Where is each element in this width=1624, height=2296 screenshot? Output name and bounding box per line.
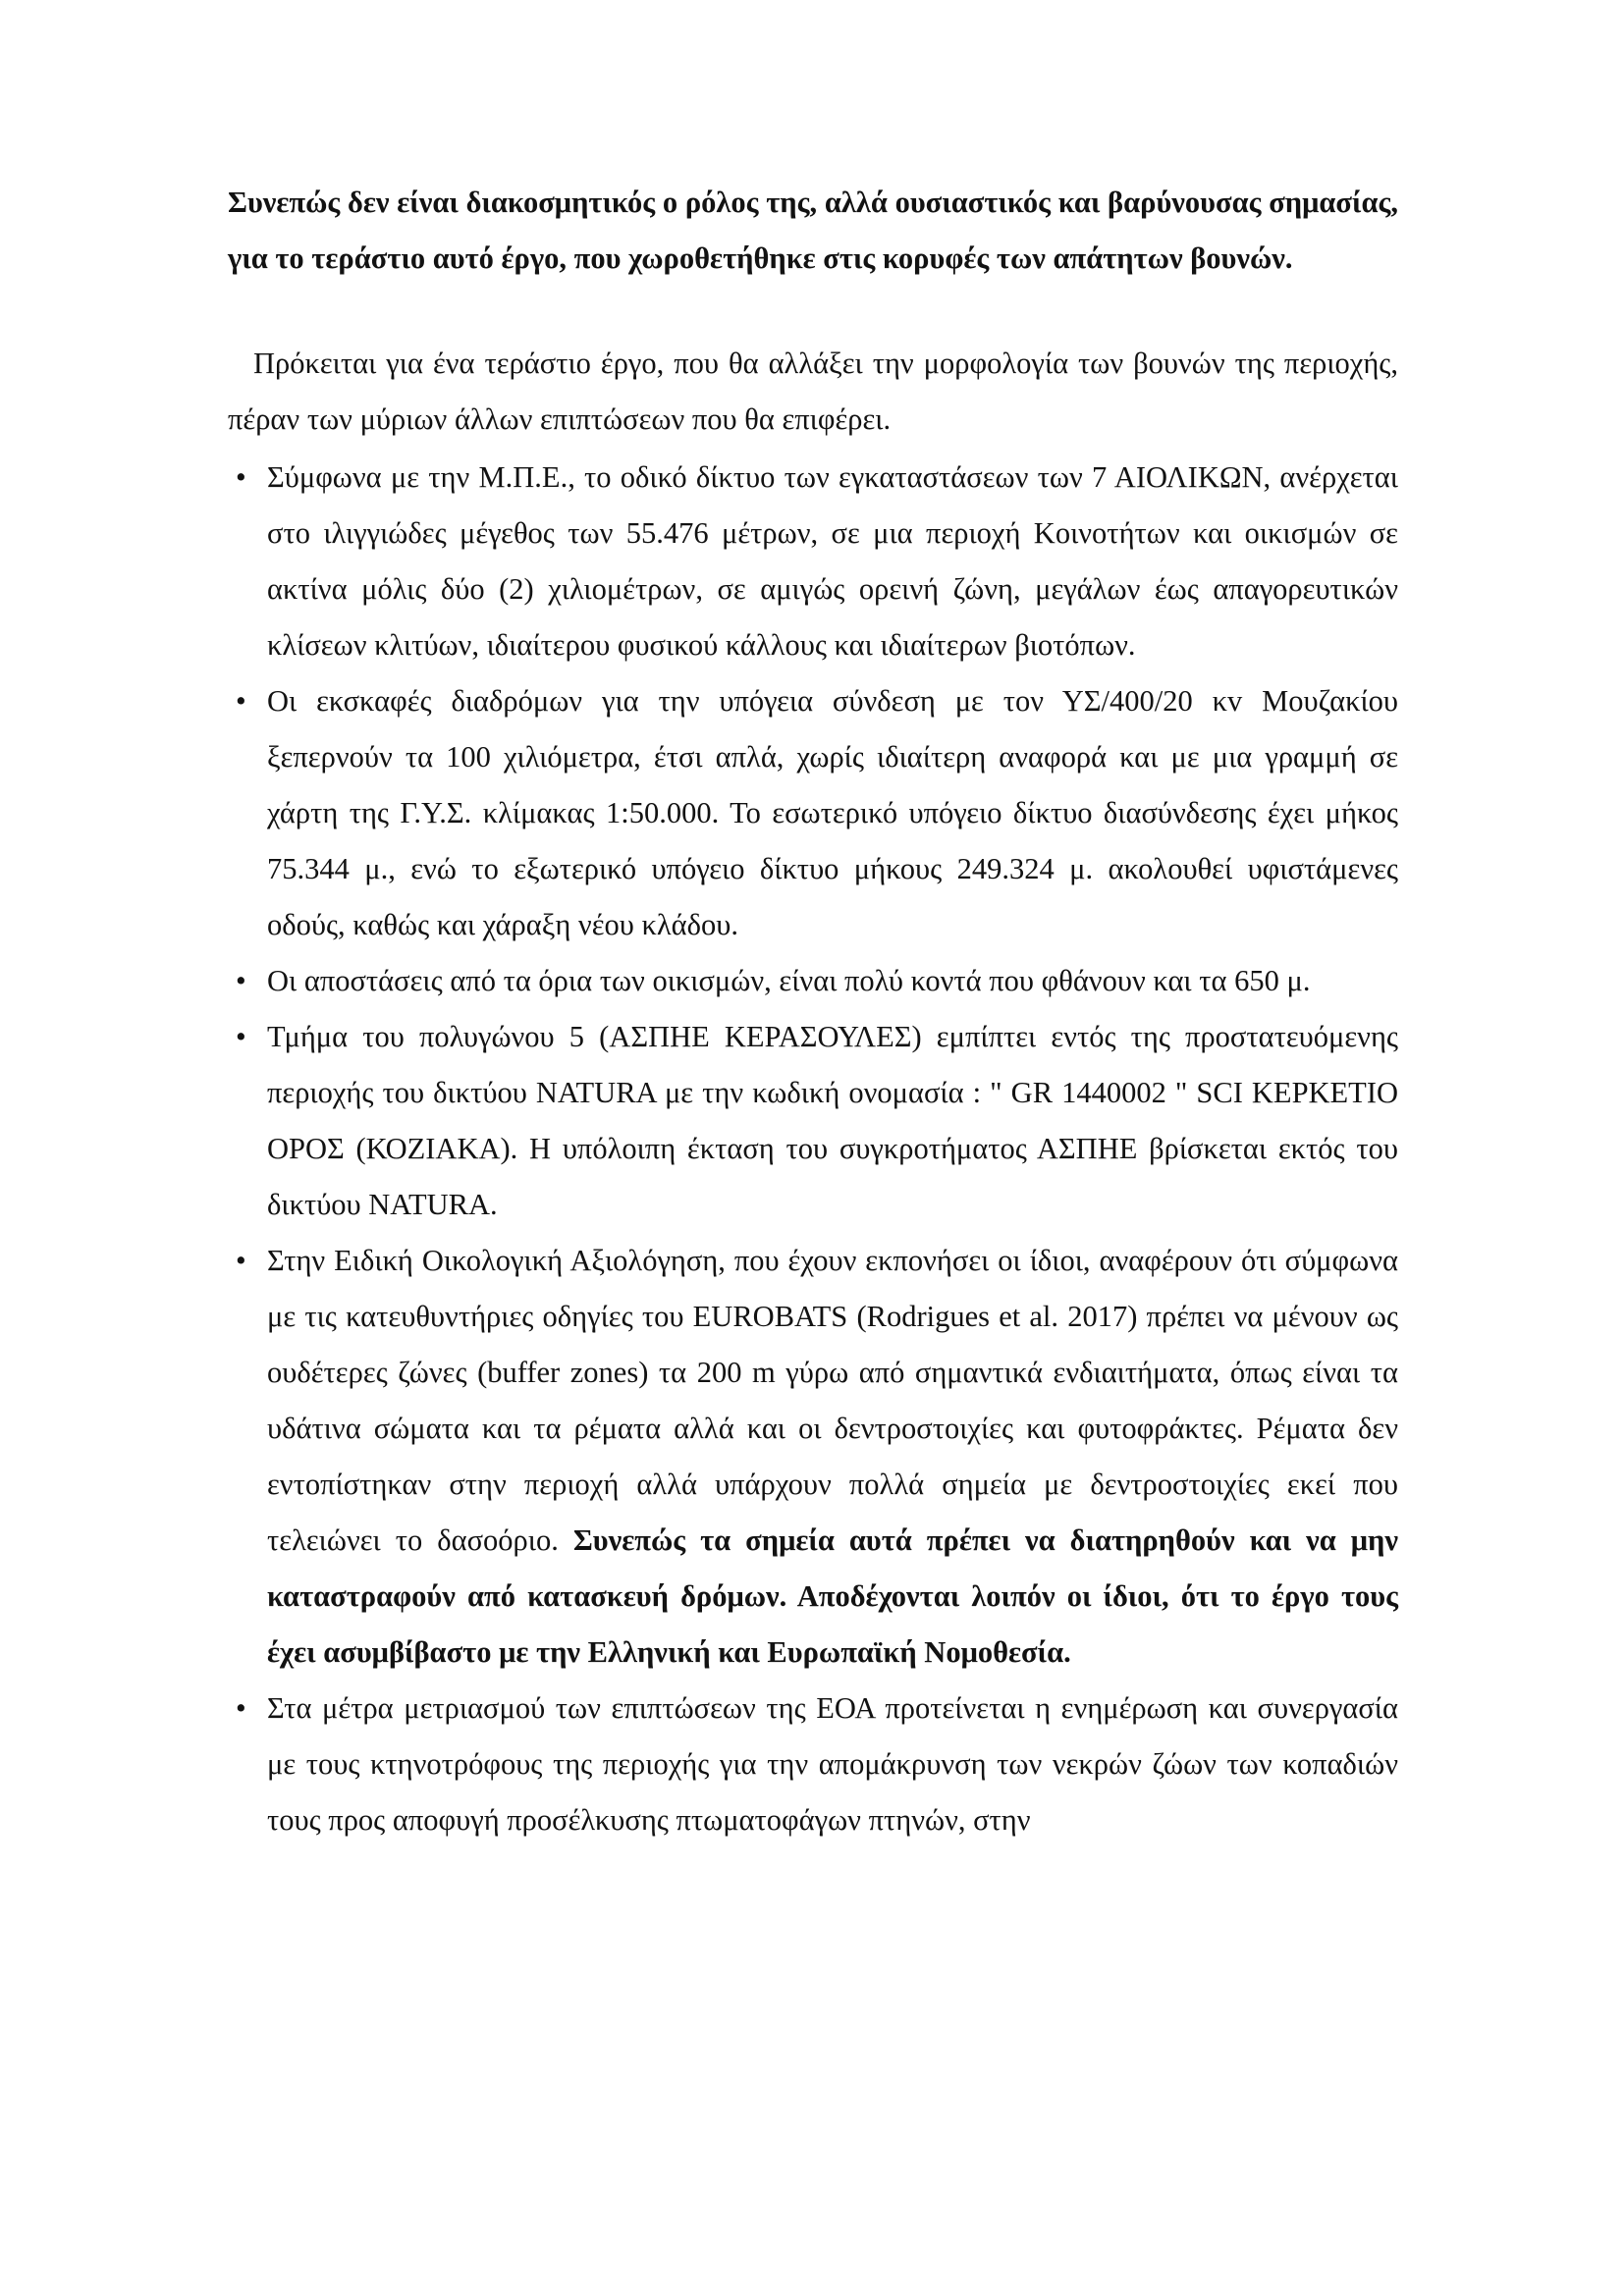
bullet-eoa-mitigation-measures [228,1681,1398,1848]
bullet-point-icon: • [236,1691,246,1725]
bullet-text: Στα μέτρα μετριασμού των επιπτώσεων της ΕΟΑ προτείνεται η ενημέρωση και συνεργασία με τους κτηνοτρόφους της περιοχής για την απομάκρυνση των νεκρών ζώων των κοπαδιών τους προς αποφυγή προσέλκυσης πτωματοφάγων πτηνών, στην [267,1691,1398,1837]
intro-paragraph: Πρόκειται για ένα τεράστιο έργο, που θα αλλάξει την μορφολογία των βουνών της περιοχής, πέραν των μύριων άλλων επιπτώσεων που θα επιφέρει. [228,347,1398,436]
bullet-text: Τμήμα του πολυγώνου 5 (ΑΣΠΗΕ ΚΕΡΑΣΟΥΛΕΣ) εμπίπτει εντός της προστατευόμενης περιοχής του δικτύου NATURA με την κωδική ονομασία : " GR 1440002 " SCI ΚΕΡΚΕΤΙΟ ΟΡΟΣ (ΚΟΖΙΑΚΑ). Η υπόλοιπη έκταση του συγκροτήματος ΑΣΠΗΕ βρίσκεται εκτός του δικτύου NATURA. [267,1020,1398,1221]
opening-bold-paragraph: Συνεπώς δεν είναι διακοσμητικός ο ρόλος της, αλλά ουσιαστικός και βαρύνουσας σημασίας, για το τεράστιο αυτό έργο, που χωροθετήθηκε στις κορυφές των απάτητων βουνών. [228,186,1398,275]
bullet-underground-excavations [228,673,1398,953]
bullet-natura-polygon-5 [228,1009,1398,1233]
bullet-eurobats-assessment [228,1233,1398,1681]
bullet-point-icon: • [236,684,246,718]
bullet-point-icon: • [236,460,246,494]
bullet-text-plain: Στην Ειδική Οικολογική Αξιολόγηση, που έχουν εκπονήσει οι ίδιοι, αναφέρουν ότι σύμφωνα με τις κατευθυντήριες οδηγίες του EUROBATS (Rodrigues et al. 2017) πρέπει να μένουν ως ουδέτερες ζώνες (buffer zones) τα 200 m γύρω από σημαντικά ενδιαιτήματα, όπως είναι τα υδάτινα σώματα και τα ρέματα αλλά και οι δεντροστοιχίες και φυτοφράκτες. Ρέματα δεν εντοπίστηκαν στην περιοχή αλλά υπάρχουν πολλά σημεία με δεντροστοιχίες εκεί που τελειώνει το δασοόριο. [267,1244,1398,1557]
bullet-text [267,1233,1398,1681]
bullet-distances-settlements [228,953,1398,1009]
bullet-text-emphasis: Συνεπώς τα σημεία αυτά πρέπει να διατηρηθούν και να μην καταστραφούν από κατασκευή δρόμων. Αποδέχονται λοιπόν οι ίδιοι, ότι το έργο τους έχει ασυμβίβαστο με την Ελληνική και Ευρωπαϊκή Νομοθεσία. [267,1523,1398,1669]
bullet-point-icon: • [236,1020,246,1053]
bullet-text: Οι αποστάσεις από τα όρια των οικισμών, είναι πολύ κοντά που φθάνουν και τα 650 μ. [267,964,1311,997]
bullet-text: Οι εκσκαφές διαδρόμων για την υπόγεια σύνδεση με τον ΥΣ/400/20 κv Μουζακίου ξεπερνούν τα 100 χιλιόμετρα, έτσι απλά, χωρίς ιδιαίτερη αναφορά και με μια γραμμή σε χάρτη της Γ.Υ.Σ. κλίμακας 1:50.000. Το εσωτερικό υπόγειο δίκτυο διασύνδεσης έχει μήκος 75.344 μ., ενώ το εξωτερικό υπόγειο δίκτυο μήκους 249.324 μ. ακολουθεί υφιστάμενες οδούς, καθώς και χάραξη νέου κλάδου. [267,684,1398,941]
bullet-mpe-road-network [228,450,1398,673]
bullet-point-icon: • [236,1244,246,1277]
bullet-point-icon: • [236,964,246,997]
page-text-column [228,175,1398,1848]
bullet-list [228,450,1398,1848]
bullet-text: Σύμφωνα με την Μ.Π.Ε., το οδικό δίκτυο των εγκαταστάσεων των 7 ΑΙΟΛΙΚΩΝ, ανέρχεται στο ιλιγγιώδες μέγεθος των 55.476 μέτρων, σε μια περιοχή Κοινοτήτων και οικισμών σε ακτίνα μόλις δύο (2) χιλιομέτρων, σε αμιγώς ορεινή ζώνη, μεγάλων έως απαγορευτικών κλίσεων κλιτύων, ιδιαίτερου φυσικού κάλλους και ιδιαίτερων βιοτόπων. [267,460,1398,662]
